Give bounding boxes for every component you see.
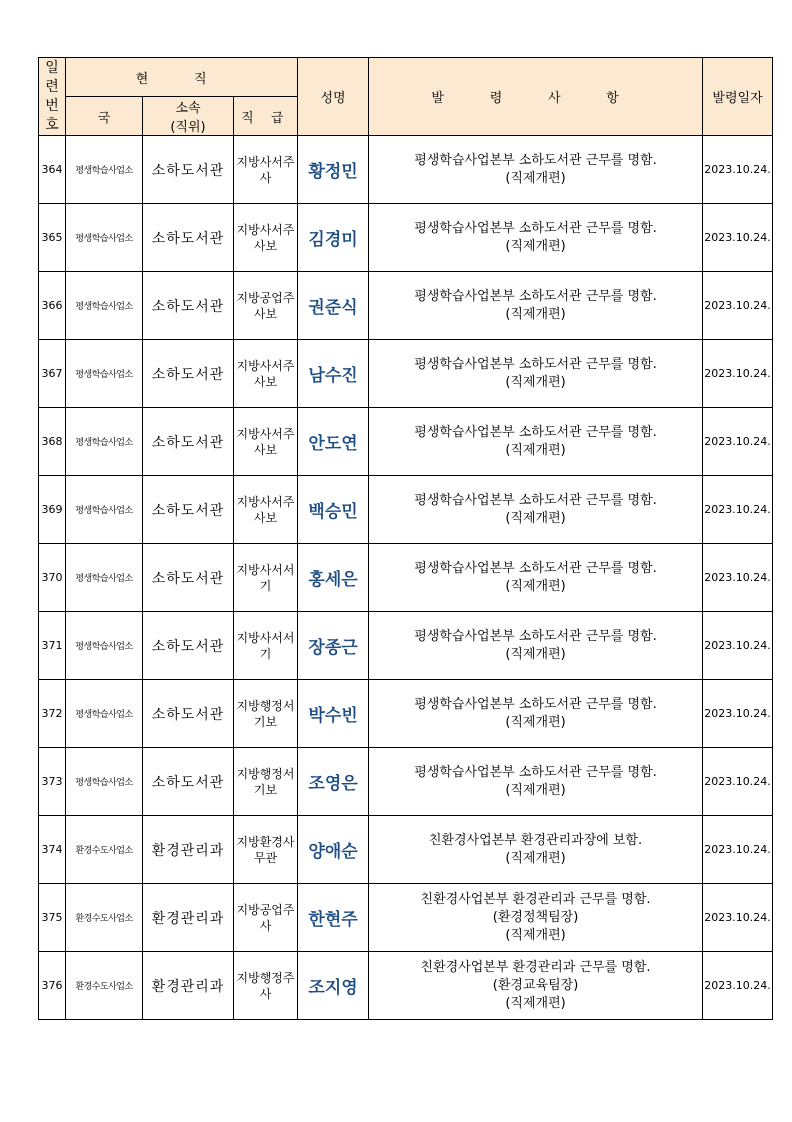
action-line: 친환경사업본부 환경관리과 근무를 명함. <box>420 891 651 907</box>
grade-cell: 지방사서주사보 <box>234 204 298 272</box>
person-name: 양애순 <box>298 816 369 884</box>
serial-header: 일련번호 <box>39 58 66 136</box>
table-row <box>39 476 773 544</box>
grade-cell: 지방공업주사 <box>234 884 298 952</box>
person-name: 황정민 <box>298 136 369 204</box>
issue-date: 2023.10.24. <box>703 816 773 884</box>
table-row <box>39 204 773 272</box>
grade-cell: 지방사서주사보 <box>234 408 298 476</box>
action-cell <box>369 680 703 748</box>
action-line: (직제개편) <box>505 927 566 943</box>
bureau-cell: 환경수도사업소 <box>66 884 143 952</box>
person-name: 박수빈 <box>298 680 369 748</box>
action-line: (직제개편) <box>505 442 566 458</box>
bureau-cell: 평생학습사업소 <box>66 340 143 408</box>
action-line: 평생학습사업본부 소하도서관 근무를 명함. <box>414 492 657 508</box>
grade-cell: 지방사서서기 <box>234 612 298 680</box>
dept-cell: 환경관리과 <box>143 884 234 952</box>
action-line: (직제개편) <box>505 995 566 1011</box>
serial-number: 373 <box>39 748 66 816</box>
action-line: 평생학습사업본부 소하도서관 근무를 명함. <box>414 220 657 236</box>
table-row <box>39 340 773 408</box>
serial-number: 376 <box>39 952 66 1020</box>
dept-cell: 소하도서관 <box>143 476 234 544</box>
table-row <box>39 408 773 476</box>
bureau-cell: 평생학습사업소 <box>66 680 143 748</box>
table-row <box>39 748 773 816</box>
action-line: 평생학습사업본부 소하도서관 근무를 명함. <box>414 628 657 644</box>
grade-cell: 지방행정주사 <box>234 952 298 1020</box>
table-row <box>39 272 773 340</box>
action-line: (직제개편) <box>505 238 566 254</box>
dept-cell: 환경관리과 <box>143 816 234 884</box>
grade-cell: 지방행정서기보 <box>234 680 298 748</box>
dept-cell: 소하도서관 <box>143 680 234 748</box>
action-line: (직제개편) <box>505 170 566 186</box>
serial-number: 371 <box>39 612 66 680</box>
bureau-cell: 환경수도사업소 <box>66 816 143 884</box>
person-name: 안도연 <box>298 408 369 476</box>
person-name: 조지영 <box>298 952 369 1020</box>
action-line: (직제개편) <box>505 646 566 662</box>
bureau-cell: 평생학습사업소 <box>66 204 143 272</box>
person-name: 김경미 <box>298 204 369 272</box>
serial-number: 375 <box>39 884 66 952</box>
action-cell <box>369 884 703 952</box>
grade-cell: 지방사서주사보 <box>234 476 298 544</box>
person-name: 조영은 <box>298 748 369 816</box>
action-cell <box>369 816 703 884</box>
grade-header: 직 급 <box>234 97 298 136</box>
action-cell <box>369 204 703 272</box>
bureau-cell: 평생학습사업소 <box>66 408 143 476</box>
dept-cell: 소하도서관 <box>143 612 234 680</box>
action-line: 평생학습사업본부 소하도서관 근무를 명함. <box>414 424 657 440</box>
table-row <box>39 816 773 884</box>
grade-cell: 지방행정서기보 <box>234 748 298 816</box>
person-name: 백승민 <box>298 476 369 544</box>
issue-date: 2023.10.24. <box>703 340 773 408</box>
action-cell <box>369 612 703 680</box>
serial-number: 370 <box>39 544 66 612</box>
person-name: 남수진 <box>298 340 369 408</box>
bureau-cell: 평생학습사업소 <box>66 544 143 612</box>
serial-number: 366 <box>39 272 66 340</box>
bureau-header: 국 <box>66 97 143 136</box>
action-cell <box>369 476 703 544</box>
serial-number: 367 <box>39 340 66 408</box>
action-line: 평생학습사업본부 소하도서관 근무를 명함. <box>414 696 657 712</box>
action-cell <box>369 544 703 612</box>
table-row <box>39 612 773 680</box>
dept-header-line1: 소속 <box>175 101 201 116</box>
dept-cell: 소하도서관 <box>143 136 234 204</box>
issue-date: 2023.10.24. <box>703 544 773 612</box>
grade-cell: 지방사서서기 <box>234 544 298 612</box>
action-line: 평생학습사업본부 소하도서관 근무를 명함. <box>414 152 657 168</box>
action-line: (직제개편) <box>505 850 566 866</box>
bureau-cell: 환경수도사업소 <box>66 952 143 1020</box>
table-row <box>39 884 773 952</box>
dept-cell: 소하도서관 <box>143 544 234 612</box>
issue-date: 2023.10.24. <box>703 952 773 1020</box>
action-cell <box>369 748 703 816</box>
issue-date: 2023.10.24. <box>703 884 773 952</box>
person-name: 한현주 <box>298 884 369 952</box>
current-position-header: 현 직 <box>66 58 298 97</box>
bureau-cell: 평생학습사업소 <box>66 272 143 340</box>
dept-header-line2: (직위) <box>170 120 206 135</box>
action-line: (직제개편) <box>505 510 566 526</box>
issue-date: 2023.10.24. <box>703 272 773 340</box>
grade-cell: 지방사서주사보 <box>234 340 298 408</box>
bureau-cell: 평생학습사업소 <box>66 748 143 816</box>
issue-date: 2023.10.24. <box>703 680 773 748</box>
serial-number: 368 <box>39 408 66 476</box>
action-line: (직제개편) <box>505 374 566 390</box>
issue-date: 2023.10.24. <box>703 476 773 544</box>
bureau-cell: 평생학습사업소 <box>66 136 143 204</box>
serial-number: 374 <box>39 816 66 884</box>
action-line: 평생학습사업본부 소하도서관 근무를 명함. <box>414 288 657 304</box>
serial-number: 372 <box>39 680 66 748</box>
grade-cell: 지방공업주사보 <box>234 272 298 340</box>
person-name: 홍세은 <box>298 544 369 612</box>
action-cell <box>369 408 703 476</box>
issue-date: 2023.10.24. <box>703 748 773 816</box>
action-line: 친환경사업본부 환경관리과 근무를 명함. <box>420 959 651 975</box>
grade-cell: 지방환경사무관 <box>234 816 298 884</box>
dept-cell: 소하도서관 <box>143 408 234 476</box>
action-line: (환경정책팀장) <box>492 909 579 925</box>
issue-date: 2023.10.24. <box>703 204 773 272</box>
issue-date: 2023.10.24. <box>703 612 773 680</box>
table-row <box>39 136 773 204</box>
table-body <box>39 136 773 1020</box>
action-line: 평생학습사업본부 소하도서관 근무를 명함. <box>414 764 657 780</box>
bureau-cell: 평생학습사업소 <box>66 612 143 680</box>
table-row <box>39 544 773 612</box>
serial-number: 369 <box>39 476 66 544</box>
dept-header <box>143 97 234 136</box>
table-row <box>39 952 773 1020</box>
dept-cell: 소하도서관 <box>143 340 234 408</box>
action-line: (직제개편) <box>505 782 566 798</box>
action-line: (직제개편) <box>505 714 566 730</box>
action-line: (환경교육팀장) <box>492 977 579 993</box>
issue-date: 2023.10.24. <box>703 136 773 204</box>
dept-cell: 소하도서관 <box>143 272 234 340</box>
action-line: (직제개편) <box>505 578 566 594</box>
dept-cell: 환경관리과 <box>143 952 234 1020</box>
serial-number: 364 <box>39 136 66 204</box>
person-name: 권준식 <box>298 272 369 340</box>
action-line: 평생학습사업본부 소하도서관 근무를 명함. <box>414 560 657 576</box>
action-cell <box>369 340 703 408</box>
issue-date: 2023.10.24. <box>703 408 773 476</box>
dept-cell: 소하도서관 <box>143 748 234 816</box>
personnel-table <box>38 57 773 1020</box>
bureau-cell: 평생학습사업소 <box>66 476 143 544</box>
table-row <box>39 680 773 748</box>
action-line: (직제개편) <box>505 306 566 322</box>
action-line: 친환경사업본부 환경관리과장에 보함. <box>428 832 643 848</box>
date-header: 발령일자 <box>703 58 773 136</box>
grade-cell: 지방사서주사 <box>234 136 298 204</box>
action-line: 평생학습사업본부 소하도서관 근무를 명함. <box>414 356 657 372</box>
action-cell <box>369 952 703 1020</box>
action-cell <box>369 136 703 204</box>
person-name: 장종근 <box>298 612 369 680</box>
name-header: 성명 <box>298 58 369 136</box>
action-header: 발 령 사 항 <box>369 58 703 136</box>
table-header <box>39 58 773 136</box>
action-cell <box>369 272 703 340</box>
serial-number: 365 <box>39 204 66 272</box>
dept-cell: 소하도서관 <box>143 204 234 272</box>
